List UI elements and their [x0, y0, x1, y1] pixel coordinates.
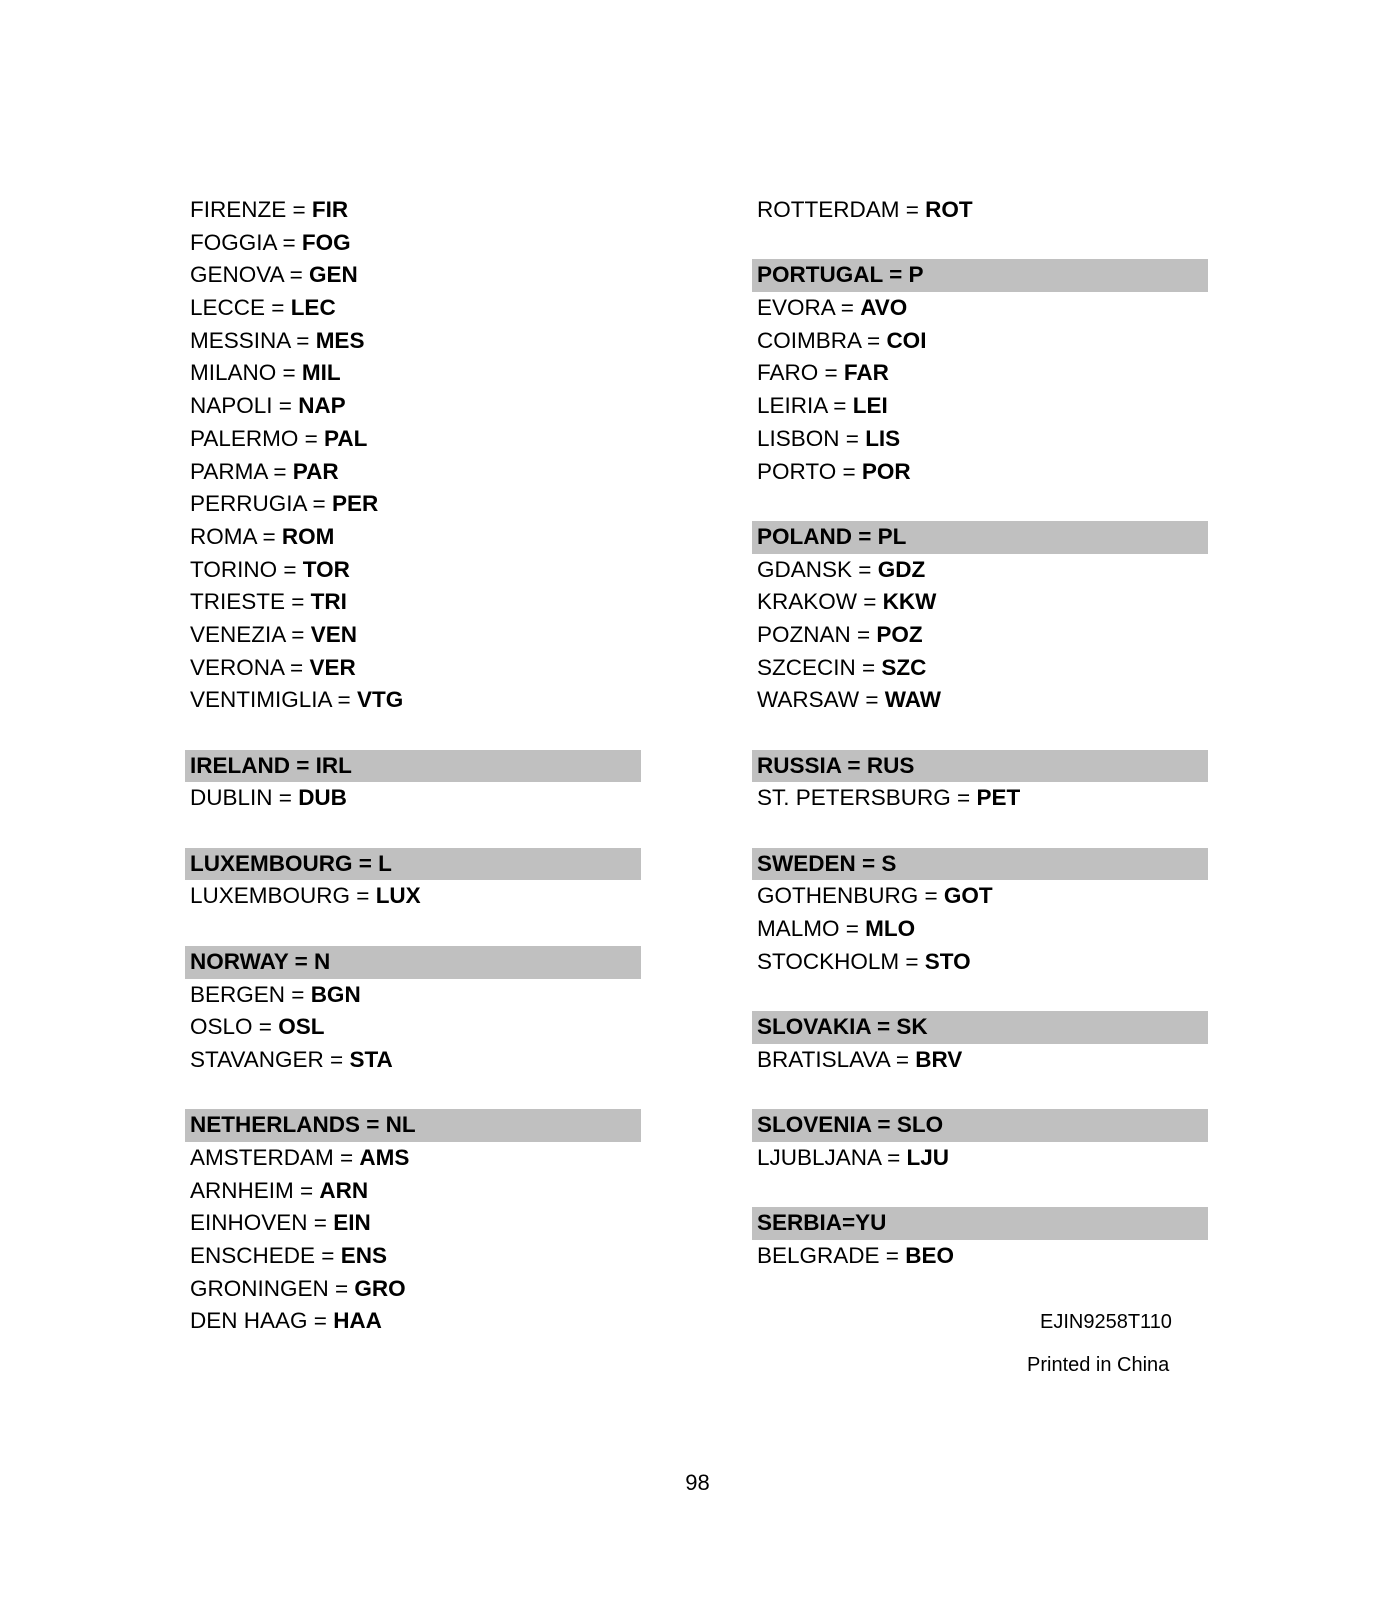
city-code: STO: [924, 948, 971, 974]
city-name: GRONINGEN: [190, 1275, 329, 1301]
spacer: [185, 1077, 641, 1110]
city-code: GEN: [309, 262, 358, 288]
city-code-entry: BELGRADE = BEO: [757, 1243, 954, 1268]
city-code-entry: COIMBRA = COI: [757, 327, 927, 353]
city-code-entry: SZCECIN = SZC: [757, 654, 927, 680]
city-name: LEIRIA: [757, 393, 828, 419]
city-name: EVORA: [757, 295, 835, 321]
city-code-entry: DUBLIN = DUB: [190, 785, 347, 811]
city-name: DEN HAAG: [190, 1308, 308, 1334]
city-code-entry: PORTO = POR: [757, 458, 911, 484]
city-code: FIR: [311, 197, 349, 222]
city-name: TORINO: [190, 556, 278, 582]
country-header: POLAND = PL: [752, 521, 1208, 554]
city-name: BELGRADE: [757, 1243, 880, 1268]
city-code: OSL: [278, 1014, 325, 1040]
city-name: VENTIMIGLIA: [190, 687, 332, 713]
city-code-entry: POZNAN = POZ: [757, 621, 923, 647]
city-code-entry: TRIESTE = TRI: [190, 589, 347, 615]
spacer: [185, 913, 641, 946]
city-code-entry: FOGGIA = FOG: [190, 229, 351, 255]
country-header: SERBIA=YU: [752, 1207, 1208, 1240]
country-header: RUSSIA = RUS: [752, 750, 1208, 783]
city-code: TRI: [310, 589, 347, 615]
city-code: NAP: [298, 393, 346, 419]
city-code-entry: VERONA = VER: [190, 654, 356, 680]
city-code: COI: [886, 327, 927, 353]
city-code-entry: OSLO = OSL: [190, 1014, 325, 1040]
city-code-entry: AMSTERDAM = AMS: [190, 1144, 410, 1170]
city-code-entry: NAPOLI = NAP: [190, 393, 346, 419]
city-code-entry: GDANSK = GDZ: [757, 556, 926, 582]
city-code-entry: KRAKOW = KKW: [757, 589, 937, 615]
city-code: BEO: [905, 1243, 954, 1268]
city-code: MES: [315, 327, 365, 353]
city-name: PERRUGIA: [190, 491, 307, 517]
city-code: GRO: [354, 1275, 406, 1301]
city-code-entry: GENOVA = GEN: [190, 262, 358, 288]
spacer: [752, 717, 1208, 750]
city-code: FOG: [301, 229, 351, 255]
city-code-entry: BRATISLAVA = BRV: [757, 1046, 963, 1072]
spacer: [752, 1175, 1208, 1208]
right-column: [752, 194, 1208, 1273]
city-code: POZ: [876, 621, 923, 647]
city-code-entry: LJUBLJANA = LJU: [757, 1144, 949, 1170]
city-code: LEI: [852, 393, 888, 419]
spacer: [752, 979, 1208, 1012]
city-code: PAR: [292, 458, 339, 484]
spacer: [752, 227, 1208, 260]
city-name: KRAKOW: [757, 589, 858, 615]
city-code: LJU: [906, 1144, 949, 1170]
city-name: ROMA: [190, 523, 257, 549]
country-header: LUXEMBOURG = L: [185, 848, 641, 881]
city-code-entry: STOCKHOLM = STO: [757, 948, 971, 974]
city-code-entry: TORINO = TOR: [190, 556, 350, 582]
city-name: ENSCHEDE: [190, 1243, 316, 1268]
country-header: NETHERLANDS = NL: [185, 1109, 641, 1142]
city-name: FOGGIA: [190, 229, 277, 255]
city-code-entry: ROTTERDAM = ROT: [757, 197, 973, 222]
city-name: GOTHENBURG: [757, 883, 919, 909]
city-name: PORTO: [757, 458, 837, 484]
city-code: ROM: [281, 523, 335, 549]
city-code-entry: EVORA = AVO: [757, 295, 908, 321]
city-code-entry: VENEZIA = VEN: [190, 621, 357, 647]
city-code-entry: VENTIMIGLIA = VTG: [190, 687, 404, 713]
city-name: LJUBLJANA: [757, 1144, 881, 1170]
country-header: PORTUGAL = P: [752, 259, 1208, 292]
city-code: PET: [976, 785, 1021, 811]
city-code-entry: GOTHENBURG = GOT: [757, 883, 993, 909]
city-name: PALERMO: [190, 425, 299, 451]
city-code-entry: ST. PETERSBURG = PET: [757, 785, 1021, 811]
city-code-entry: MALMO = MLO: [757, 916, 916, 942]
city-code: GDZ: [877, 556, 926, 582]
city-code-entry: PERRUGIA = PER: [190, 491, 379, 517]
city-name: LISBON: [757, 425, 840, 451]
city-code: PER: [331, 491, 379, 517]
city-code: AMS: [359, 1144, 410, 1170]
city-code-entry: BERGEN = BGN: [190, 981, 361, 1007]
city-code: VER: [309, 654, 356, 680]
city-code: BGN: [310, 981, 361, 1007]
city-code-entry: ARNHEIM = ARN: [190, 1177, 369, 1203]
city-name: COIMBRA: [757, 327, 861, 353]
city-code: WAW: [884, 687, 941, 713]
city-name: OSLO: [190, 1014, 253, 1040]
left-column: [185, 194, 641, 1338]
city-code-entry: LISBON = LIS: [757, 425, 901, 451]
city-code-entry: WARSAW = WAW: [757, 687, 941, 713]
city-code-entry: LEIRIA = LEI: [757, 393, 888, 419]
city-code: DUB: [298, 785, 347, 811]
city-name: MILANO: [190, 360, 277, 386]
city-code-entry: GRONINGEN = GRO: [190, 1275, 406, 1301]
city-name: MESSINA: [190, 327, 291, 353]
city-code-entry: LECCE = LEC: [190, 295, 336, 321]
city-code: PAL: [324, 425, 368, 451]
city-name: ST. PETERSBURG: [757, 785, 951, 811]
spacer: [185, 717, 641, 750]
city-code: KKW: [882, 589, 937, 615]
city-code: GOT: [943, 883, 993, 909]
city-code: AVO: [860, 295, 908, 321]
city-code: HAA: [333, 1308, 382, 1334]
city-code-entry: EINHOVEN = EIN: [190, 1210, 371, 1236]
city-name: BRATISLAVA: [757, 1046, 890, 1072]
country-header: SWEDEN = S: [752, 848, 1208, 881]
city-name: LECCE: [190, 295, 266, 321]
city-code-entry: DEN HAAG = HAA: [190, 1308, 382, 1334]
city-code: ROT: [925, 197, 973, 222]
city-code: FAR: [843, 360, 889, 386]
city-name: AMSTERDAM: [190, 1144, 334, 1170]
city-name: ARNHEIM: [190, 1177, 294, 1203]
city-name: GENOVA: [190, 262, 284, 288]
city-name: VERONA: [190, 654, 284, 680]
city-code: STA: [349, 1046, 393, 1072]
city-name: SZCECIN: [757, 654, 856, 680]
city-name: PARMA: [190, 458, 268, 484]
city-name: POZNAN: [757, 621, 851, 647]
city-name: TRIESTE: [190, 589, 286, 615]
city-code: BRV: [915, 1046, 963, 1072]
country-header: SLOVENIA = SLO: [752, 1109, 1208, 1142]
city-code: POR: [861, 458, 911, 484]
city-code-entry: STAVANGER = STA: [190, 1046, 393, 1072]
city-code: ARN: [319, 1177, 369, 1203]
city-name: STAVANGER: [190, 1046, 324, 1072]
city-code-entry: FIRENZE = FIR: [190, 197, 349, 222]
city-code: LEC: [290, 295, 336, 321]
city-code: SZC: [881, 654, 927, 680]
city-code-entry: PALERMO = PAL: [190, 425, 368, 451]
country-header: NORWAY = N: [185, 946, 641, 979]
city-name: NAPOLI: [190, 393, 273, 419]
city-name: WARSAW: [757, 687, 860, 713]
city-code-entry: MESSINA = MES: [190, 327, 365, 353]
city-code: VEN: [310, 621, 357, 647]
city-name: BERGEN: [190, 981, 286, 1007]
city-name: FIRENZE: [190, 197, 287, 222]
city-code: LUX: [375, 883, 421, 909]
city-code-entry: PARMA = PAR: [190, 458, 339, 484]
city-code: MIL: [301, 360, 341, 386]
city-code-entry: ROMA = ROM: [190, 523, 335, 549]
page-number: 98: [685, 1470, 710, 1495]
city-name: VENEZIA: [190, 621, 286, 647]
city-code-entry: LUXEMBOURG = LUX: [190, 883, 421, 909]
city-name: STOCKHOLM: [757, 948, 900, 974]
document-code: EJIN9258T110: [1040, 1311, 1172, 1333]
city-code: TOR: [302, 556, 350, 582]
city-code: ENS: [340, 1243, 387, 1268]
city-code: VTG: [356, 687, 404, 713]
spacer: [752, 815, 1208, 848]
city-name: MALMO: [757, 916, 840, 942]
city-name: FARO: [757, 360, 819, 386]
city-code-entry: ENSCHEDE = ENS: [190, 1243, 387, 1268]
spacer: [752, 488, 1208, 521]
city-code-entry: MILANO = MIL: [190, 360, 341, 386]
city-name: ROTTERDAM: [757, 197, 900, 222]
city-code: EIN: [333, 1210, 371, 1236]
city-code: MLO: [865, 916, 916, 942]
city-code-entry: FARO = FAR: [757, 360, 889, 386]
city-code: LIS: [865, 425, 901, 451]
city-name: EINHOVEN: [190, 1210, 308, 1236]
city-name: LUXEMBOURG: [190, 883, 351, 909]
city-name: GDANSK: [757, 556, 853, 582]
country-header: SLOVAKIA = SK: [752, 1011, 1208, 1044]
printed-in-label: Printed in China: [1027, 1354, 1170, 1376]
spacer: [752, 1077, 1208, 1110]
spacer: [185, 815, 641, 848]
country-header: IRELAND = IRL: [185, 750, 641, 783]
city-name: DUBLIN: [190, 785, 273, 811]
